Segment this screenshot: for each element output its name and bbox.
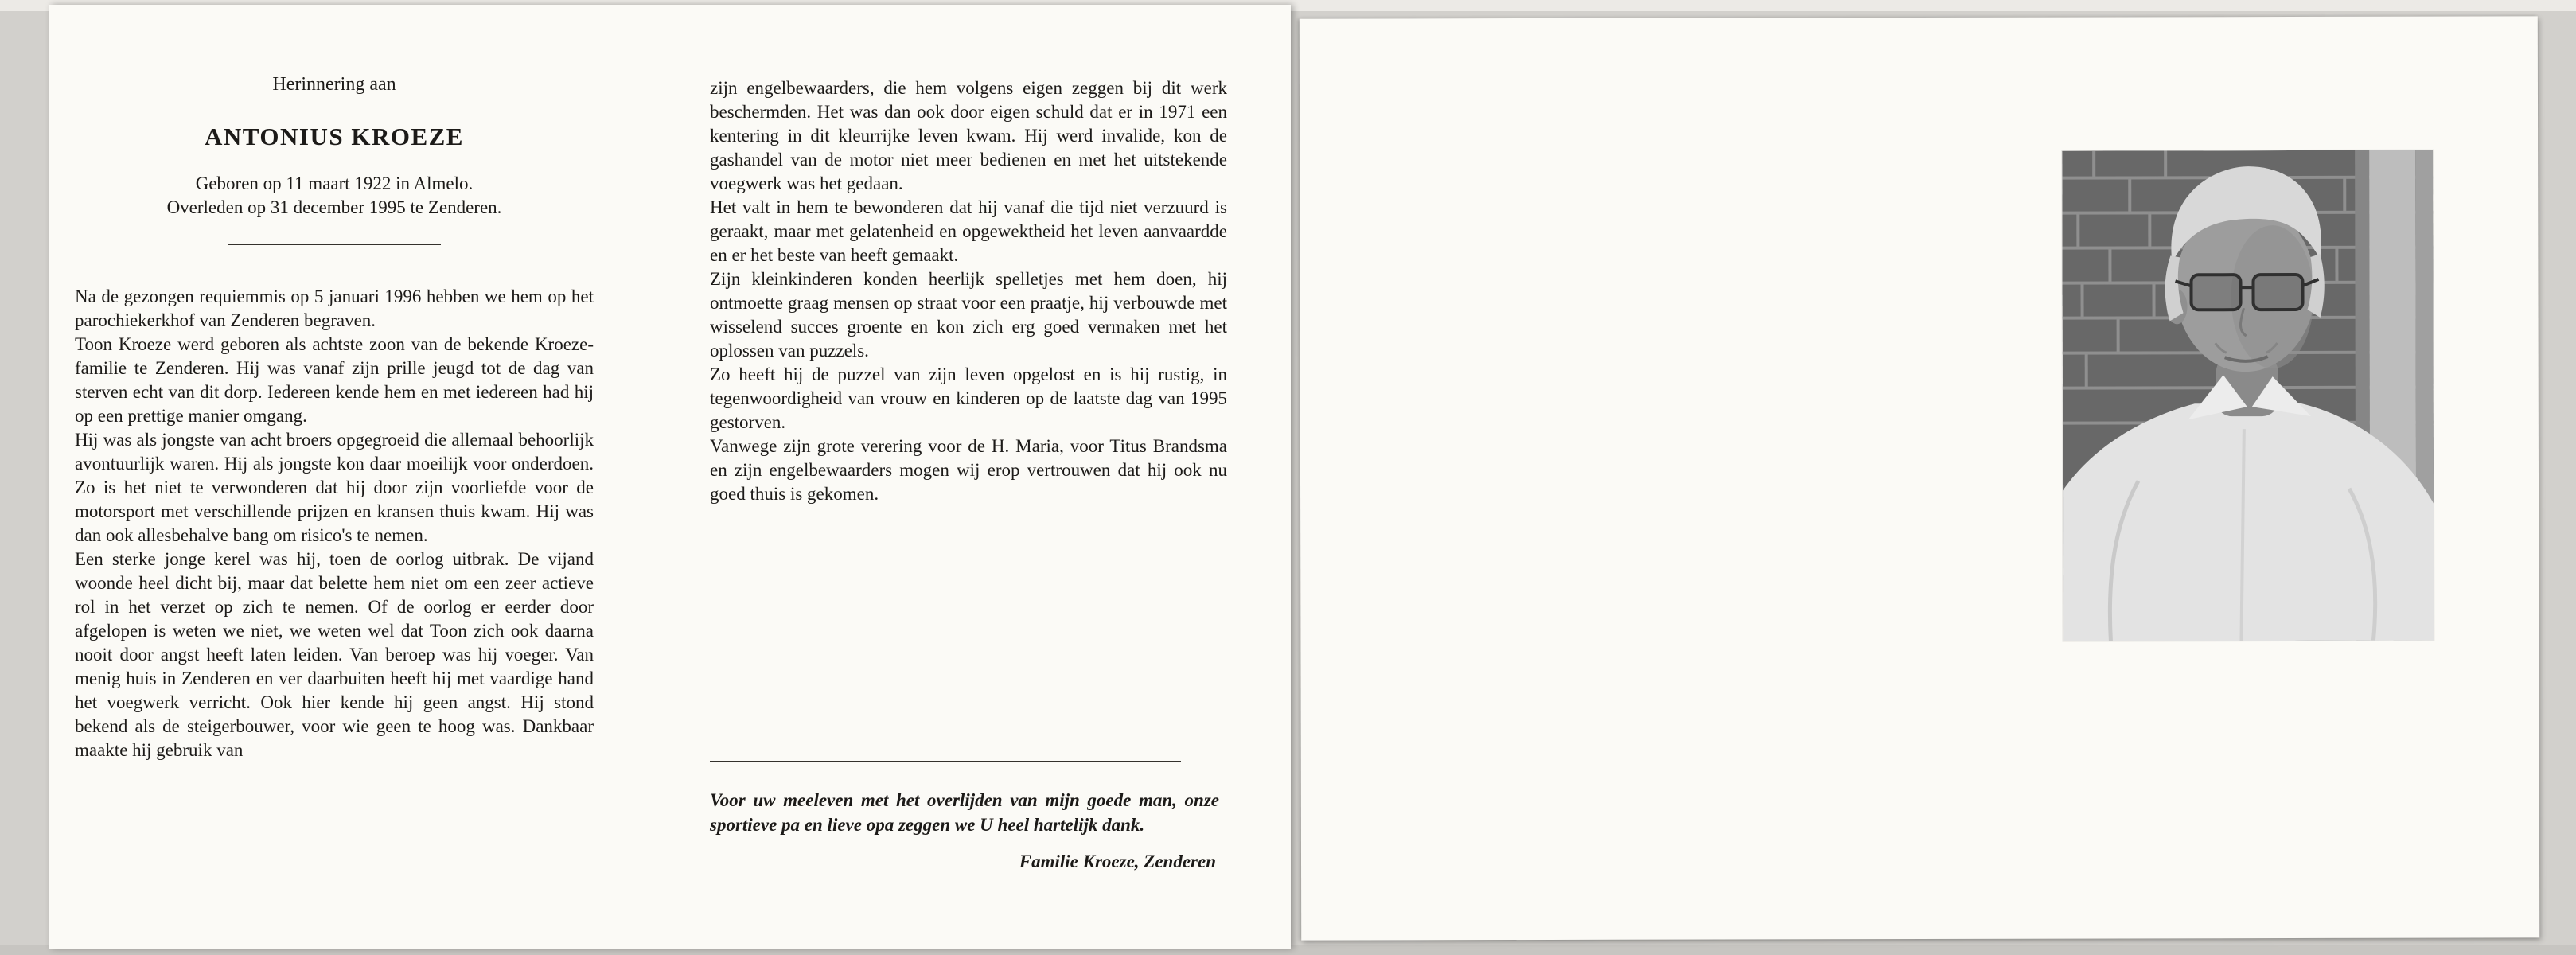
paragraph: Hij was als jongste van acht broers opgegroeid die allemaal behoorlijk avontuurlijk waren. Hij als jongste kon daar moeilijk voor onderdoen. Zo is het niet te verwonderen dat hij door zijn voorliefde voor de motorsport met verschillende prijzen en kransen thuis kwam. Hij was dan ook allesbehalve bang om risico's te nemen. [75,430,594,545]
birth-death-dates [75,172,594,220]
birth-line: Geboren op 11 maart 1922 in Almelo. [195,173,474,193]
text-column-2 [710,76,1227,506]
text-column-1 [75,285,594,762]
separator-rule-header [228,244,441,245]
separator-rule-thanks [710,761,1181,762]
paragraph: Een sterke jonge kerel was hij, toen de oorlog uitbrak. De vijand woonde heel dicht bij, maar dat belette hem niet om een zeer actieve rol in het verzet op zich te nemen. Of de oorlog er eerder door afgelopen is weten we niet, we weten wel dat Toon zich ook daarna nooit door angst heeft laten leiden. Van beroep was hij voeger. Van menig huis in Zenderen en ver daarbuiten heeft hij met vaardige hand het voegwerk verricht. Ook hier kende hij geen angst. Hij stond bekend als de steigerbouwer, voor wie geen te hoog was. Dankbaar maakte hij gebruik van [75,549,594,760]
family-signature: Familie Kroeze, Zenderen [1019,852,1216,871]
portrait-photo-graphic [2062,150,2434,641]
paragraph: Toon Kroeze werd geboren als achtste zoon van de bekende Kroeze-familie te Zenderen. Hij was vanaf zijn prille jeugd tot de dag van sterven echt van dit dorp. Iedereen kende hem en met iedereen had hij op een prettige manier omgang. [75,334,594,426]
paragraph: Zijn kleinkinderen konden heerlijk spelletjes met hem doen, hij ontmoette graag mensen op straat voor een praatje, hij verbouwde met wisselend succes groente en kon zich erg goed vermaken met het oplossen van puzzels. [710,269,1227,361]
portrait-photo [2062,150,2434,641]
acknowledgement-text: Voor uw meeleven met het overlijden van mijn goede man, onze sportieve pa en lieve opa zeggen we U heel hartelijk dank. [710,790,1219,835]
memorial-header [75,73,594,245]
paragraph: Het valt in hem te bewonderen dat hij vanaf die tijd niet verzuurd is geraakt, maar met gelatenheid en opgewektheid het leven aanvaardde en er het beste van heeft gemaakt. [710,197,1227,265]
paragraph: Vanwege zijn grote verering voor de H. Maria, voor Titus Brandsma en zijn engelbewaarders mogen wij erop vertrouwen dat hij ook nu goed thuis is gekomen. [710,436,1227,504]
death-line: Overleden op 31 december 1995 te Zenderen. [166,197,502,217]
deceased-name: ANTONIUS KROEZE [205,123,464,150]
memorial-card-right-page [1300,16,2539,940]
acknowledgement-block [710,761,1227,874]
memorial-card-left-page [49,5,1291,949]
memorial-intro-line: Herinnering aan [272,74,396,95]
paragraph: Zo heeft hij de puzzel van zijn leven opgelost en is hij rustig, in tegenwoordigheid van vrouw en kinderen op de laatste dag van 1995 gestorven. [710,364,1227,432]
paragraph: Na de gezongen requiemmis op 5 januari 1996 hebben we hem op het parochiekerkhof van Zenderen begraven. [75,286,594,330]
paragraph: zijn engelbewaarders, die hem volgens eigen zeggen bij dit werk beschermden. Het was dan ook door eigen schuld dat er in 1971 een kentering in dit kleurrijke leven kwam. Hij werd invalide, kon de gashandel van de motor niet meer bedienen en met het uitstekende voegwerk was het gedaan. [710,78,1227,193]
